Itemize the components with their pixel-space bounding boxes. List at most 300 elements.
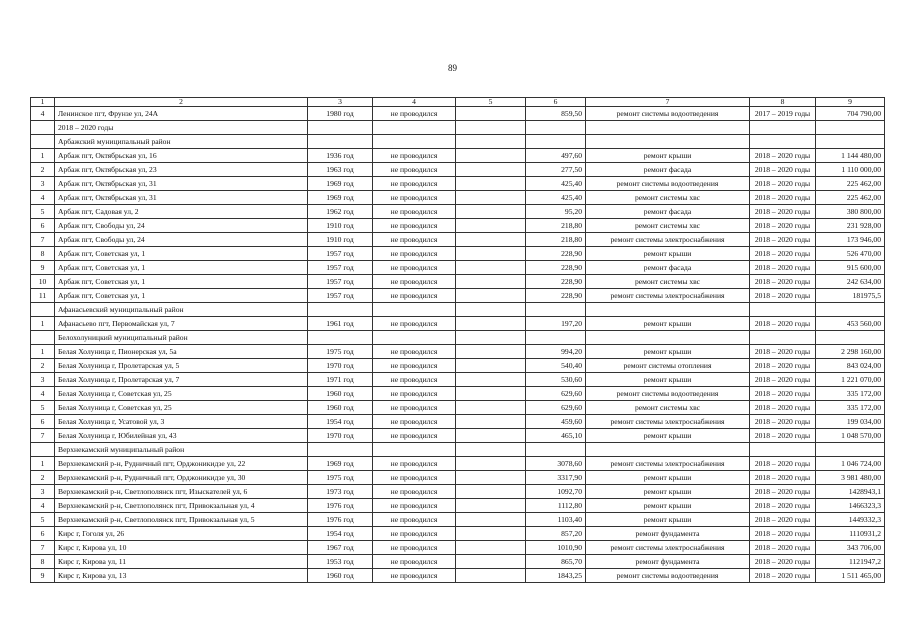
empty-cell: [373, 135, 456, 149]
empty-cell: [373, 121, 456, 135]
year-cell: 1970 год: [308, 359, 373, 373]
last-repair-cell: не проводился: [373, 219, 456, 233]
table-row: [31, 275, 885, 289]
address-cell: Арбаж пгт, Советская ул, 1: [55, 289, 308, 303]
last-repair-cell: не проводился: [373, 401, 456, 415]
row-number: 1: [31, 149, 55, 163]
area-cell: 277,50: [526, 163, 586, 177]
work-type-cell: ремонт системы электроснабжения: [586, 289, 750, 303]
empty-cell: [526, 121, 586, 135]
section-title: Афанасьевский муниципальный район: [55, 303, 308, 317]
empty-cell: [456, 555, 526, 569]
year-cell: 1969 год: [308, 457, 373, 471]
row-number: 6: [31, 415, 55, 429]
period-cell: 2018 – 2020 годы: [750, 205, 816, 219]
amount-cell: 1110931,2: [816, 527, 885, 541]
amount-cell: 1 048 570,00: [816, 429, 885, 443]
year-cell: 1975 год: [308, 471, 373, 485]
area-cell: 465,10: [526, 429, 586, 443]
section-row: [31, 443, 885, 457]
last-repair-cell: не проводился: [373, 191, 456, 205]
empty-cell: [456, 471, 526, 485]
work-type-cell: ремонт крыши: [586, 429, 750, 443]
section-title: Белохолуницкий муниципальный район: [55, 331, 308, 345]
last-repair-cell: не проводился: [373, 373, 456, 387]
header-cell: 2: [55, 98, 308, 107]
empty-cell: [456, 373, 526, 387]
empty-cell: [373, 443, 456, 457]
last-repair-cell: не проводился: [373, 289, 456, 303]
empty-cell: [373, 331, 456, 345]
empty-cell: [456, 359, 526, 373]
area-cell: 865,70: [526, 555, 586, 569]
table-row: [31, 415, 885, 429]
table-row: [31, 541, 885, 555]
area-cell: 3317,90: [526, 471, 586, 485]
empty-cell: [456, 275, 526, 289]
work-type-cell: ремонт системы хвс: [586, 219, 750, 233]
empty-cell: [31, 303, 55, 317]
area-cell: 95,20: [526, 205, 586, 219]
period-cell: 2018 – 2020 годы: [750, 429, 816, 443]
work-type-cell: ремонт фундамента: [586, 555, 750, 569]
empty-cell: [308, 303, 373, 317]
row-number: 10: [31, 275, 55, 289]
work-type-cell: ремонт крыши: [586, 373, 750, 387]
address-cell: Белая Холуница г, Пролетарская ул, 7: [55, 373, 308, 387]
last-repair-cell: не проводился: [373, 555, 456, 569]
row-number: 8: [31, 247, 55, 261]
area-cell: 540,40: [526, 359, 586, 373]
amount-cell: 526 470,00: [816, 247, 885, 261]
work-type-cell: ремонт системы водоотведения: [586, 177, 750, 191]
table-row: [31, 289, 885, 303]
empty-cell: [456, 205, 526, 219]
empty-cell: [456, 485, 526, 499]
empty-cell: [456, 261, 526, 275]
empty-cell: [456, 513, 526, 527]
table-row: [31, 457, 885, 471]
table-row: [31, 373, 885, 387]
amount-cell: 1 046 724,00: [816, 457, 885, 471]
table-row: [31, 527, 885, 541]
address-cell: Арбаж пгт, Октябрьская ул, 23: [55, 163, 308, 177]
amount-cell: 199 034,00: [816, 415, 885, 429]
year-cell: 1953 год: [308, 555, 373, 569]
year-cell: 1976 год: [308, 499, 373, 513]
address-cell: Арбаж пгт, Советская ул, 1: [55, 247, 308, 261]
last-repair-cell: не проводился: [373, 233, 456, 247]
work-type-cell: ремонт фасада: [586, 205, 750, 219]
period-cell: 2017 – 2019 годы: [750, 107, 816, 121]
year-cell: 1936 год: [308, 149, 373, 163]
year-cell: 1957 год: [308, 261, 373, 275]
year-cell: 1957 год: [308, 289, 373, 303]
area-cell: 197,20: [526, 317, 586, 331]
amount-cell: 1 221 070,00: [816, 373, 885, 387]
section-row: [31, 121, 885, 135]
work-type-cell: ремонт системы электроснабжения: [586, 541, 750, 555]
table-row: [31, 499, 885, 513]
row-number: 2: [31, 471, 55, 485]
last-repair-cell: не проводился: [373, 541, 456, 555]
section-title: Верхнекамский муниципальный район: [55, 443, 308, 457]
last-repair-cell: не проводился: [373, 149, 456, 163]
year-cell: 1969 год: [308, 177, 373, 191]
row-number: 11: [31, 289, 55, 303]
page-number: 89: [448, 63, 457, 73]
row-number: 3: [31, 177, 55, 191]
work-type-cell: ремонт фасада: [586, 163, 750, 177]
amount-cell: 181975,5: [816, 289, 885, 303]
address-cell: Верхнекамский р-н, Рудничный пгт, Орджоникидзе ул, 22: [55, 457, 308, 471]
year-cell: 1957 год: [308, 275, 373, 289]
empty-cell: [31, 121, 55, 135]
period-cell: 2018 – 2020 годы: [750, 457, 816, 471]
header-cell: 8: [750, 98, 816, 107]
last-repair-cell: не проводился: [373, 247, 456, 261]
row-number: 9: [31, 261, 55, 275]
last-repair-cell: не проводился: [373, 527, 456, 541]
year-cell: 1954 год: [308, 527, 373, 541]
empty-cell: [750, 135, 816, 149]
area-cell: 994,20: [526, 345, 586, 359]
empty-cell: [31, 135, 55, 149]
amount-cell: 173 946,00: [816, 233, 885, 247]
empty-cell: [456, 331, 526, 345]
table-header-row: [31, 98, 885, 107]
empty-cell: [816, 121, 885, 135]
table-row: [31, 345, 885, 359]
empty-cell: [586, 121, 750, 135]
last-repair-cell: не проводился: [373, 429, 456, 443]
address-cell: Арбаж пгт, Советская ул, 1: [55, 275, 308, 289]
last-repair-cell: не проводился: [373, 107, 456, 121]
amount-cell: 225 462,00: [816, 177, 885, 191]
year-cell: 1960 год: [308, 387, 373, 401]
row-number: 7: [31, 541, 55, 555]
amount-cell: 1 110 000,00: [816, 163, 885, 177]
empty-cell: [526, 443, 586, 457]
last-repair-cell: не проводился: [373, 205, 456, 219]
amount-cell: 453 560,00: [816, 317, 885, 331]
area-cell: 228,90: [526, 247, 586, 261]
work-type-cell: ремонт крыши: [586, 471, 750, 485]
empty-cell: [456, 443, 526, 457]
row-number: 4: [31, 499, 55, 513]
empty-cell: [456, 247, 526, 261]
table-row: [31, 219, 885, 233]
row-number: 9: [31, 569, 55, 583]
work-type-cell: ремонт фундамента: [586, 527, 750, 541]
section-row: [31, 331, 885, 345]
empty-cell: [750, 443, 816, 457]
period-cell: 2018 – 2020 годы: [750, 261, 816, 275]
empty-cell: [456, 345, 526, 359]
empty-cell: [31, 331, 55, 345]
amount-cell: 915 600,00: [816, 261, 885, 275]
amount-cell: 1466323,3: [816, 499, 885, 513]
area-cell: 859,50: [526, 107, 586, 121]
row-number: 2: [31, 163, 55, 177]
amount-cell: 704 790,00: [816, 107, 885, 121]
period-cell: 2018 – 2020 годы: [750, 513, 816, 527]
empty-cell: [456, 163, 526, 177]
year-cell: 1973 год: [308, 485, 373, 499]
amount-cell: 242 634,00: [816, 275, 885, 289]
amount-cell: 843 024,00: [816, 359, 885, 373]
amount-cell: 1 511 465,00: [816, 569, 885, 583]
empty-cell: [456, 317, 526, 331]
row-number: 2: [31, 359, 55, 373]
area-cell: 218,80: [526, 219, 586, 233]
row-number: 5: [31, 513, 55, 527]
area-cell: 497,60: [526, 149, 586, 163]
amount-cell: 231 928,00: [816, 219, 885, 233]
last-repair-cell: не проводился: [373, 163, 456, 177]
table-row: [31, 247, 885, 261]
period-cell: 2018 – 2020 годы: [750, 541, 816, 555]
empty-cell: [750, 331, 816, 345]
period-cell: 2018 – 2020 годы: [750, 247, 816, 261]
period-cell: 2018 – 2020 годы: [750, 177, 816, 191]
last-repair-cell: не проводился: [373, 457, 456, 471]
period-cell: 2018 – 2020 годы: [750, 289, 816, 303]
work-type-cell: ремонт крыши: [586, 513, 750, 527]
empty-cell: [456, 149, 526, 163]
empty-cell: [31, 443, 55, 457]
address-cell: Кирс г, Гоголя ул, 26: [55, 527, 308, 541]
area-cell: 425,40: [526, 177, 586, 191]
empty-cell: [456, 429, 526, 443]
row-number: 7: [31, 233, 55, 247]
amount-cell: 2 298 160,00: [816, 345, 885, 359]
address-cell: Белая Холуница г, Советская ул, 25: [55, 387, 308, 401]
table-row: [31, 205, 885, 219]
empty-cell: [816, 331, 885, 345]
work-type-cell: ремонт системы отопления: [586, 359, 750, 373]
year-cell: 1971 год: [308, 373, 373, 387]
address-cell: Кирс г, Кирова ул, 10: [55, 541, 308, 555]
empty-cell: [456, 569, 526, 583]
section-row: [31, 303, 885, 317]
year-cell: 1961 год: [308, 317, 373, 331]
period-cell: 2018 – 2020 годы: [750, 191, 816, 205]
address-cell: Белая Холуница г, Советская ул, 25: [55, 401, 308, 415]
address-cell: Белая Холуница г, Усатовой ул, 3: [55, 415, 308, 429]
area-cell: 1103,40: [526, 513, 586, 527]
address-cell: Афанасьево пгт, Первомайская ул, 7: [55, 317, 308, 331]
empty-cell: [750, 303, 816, 317]
table-row: [31, 149, 885, 163]
period-cell: 2018 – 2020 годы: [750, 359, 816, 373]
area-cell: 857,20: [526, 527, 586, 541]
empty-cell: [526, 303, 586, 317]
amount-cell: 380 800,00: [816, 205, 885, 219]
section-row: [31, 135, 885, 149]
area-cell: 228,90: [526, 275, 586, 289]
work-type-cell: ремонт системы хвс: [586, 191, 750, 205]
empty-cell: [456, 499, 526, 513]
empty-cell: [456, 527, 526, 541]
work-type-cell: ремонт крыши: [586, 247, 750, 261]
row-number: 1: [31, 457, 55, 471]
year-cell: 1967 год: [308, 541, 373, 555]
last-repair-cell: не проводился: [373, 471, 456, 485]
empty-cell: [586, 443, 750, 457]
period-cell: 2018 – 2020 годы: [750, 233, 816, 247]
year-cell: 1975 год: [308, 345, 373, 359]
row-number: 6: [31, 527, 55, 541]
address-cell: Арбаж пгт, Октябрьская ул, 31: [55, 177, 308, 191]
empty-cell: [308, 331, 373, 345]
amount-cell: 1428943,1: [816, 485, 885, 499]
amount-cell: 1449332,3: [816, 513, 885, 527]
table-row: [31, 485, 885, 499]
address-cell: Верхнекамский р-н, Светлополянск пгт, Привокзальная ул, 5: [55, 513, 308, 527]
last-repair-cell: не проводился: [373, 499, 456, 513]
last-repair-cell: не проводился: [373, 275, 456, 289]
last-repair-cell: не проводился: [373, 261, 456, 275]
address-cell: Белая Холуница г, Юбилейная ул, 43: [55, 429, 308, 443]
empty-cell: [456, 177, 526, 191]
row-number: 4: [31, 191, 55, 205]
period-cell: 2018 – 2020 годы: [750, 569, 816, 583]
empty-cell: [456, 289, 526, 303]
table-row: [31, 233, 885, 247]
table-row: [31, 387, 885, 401]
last-repair-cell: не проводился: [373, 177, 456, 191]
empty-cell: [456, 233, 526, 247]
address-cell: Белая Холуница г, Пролетарская ул, 5: [55, 359, 308, 373]
year-cell: 1969 год: [308, 191, 373, 205]
section-title: 2018 – 2020 годы: [55, 121, 308, 135]
table-row: [31, 107, 885, 121]
address-cell: Белая Холуница г, Пионерская ул, 5а: [55, 345, 308, 359]
header-cell: 7: [586, 98, 750, 107]
empty-cell: [586, 135, 750, 149]
work-type-cell: ремонт системы электроснабжения: [586, 233, 750, 247]
work-type-cell: ремонт крыши: [586, 149, 750, 163]
year-cell: 1980 год: [308, 107, 373, 121]
empty-cell: [456, 121, 526, 135]
area-cell: 228,90: [526, 289, 586, 303]
amount-cell: 1121947,2: [816, 555, 885, 569]
row-number: 5: [31, 205, 55, 219]
table-row: [31, 359, 885, 373]
area-cell: 1112,80: [526, 499, 586, 513]
address-cell: Кирс г, Кирова ул, 11: [55, 555, 308, 569]
last-repair-cell: не проводился: [373, 415, 456, 429]
area-cell: 1010,90: [526, 541, 586, 555]
empty-cell: [526, 135, 586, 149]
area-cell: 530,60: [526, 373, 586, 387]
period-cell: 2018 – 2020 годы: [750, 485, 816, 499]
row-number: 3: [31, 485, 55, 499]
empty-cell: [456, 107, 526, 121]
address-cell: Арбаж пгт, Октябрьская ул, 16: [55, 149, 308, 163]
empty-cell: [816, 303, 885, 317]
address-cell: Верхнекамский р-н, Светлополянск пгт, Привокзальная ул, 4: [55, 499, 308, 513]
last-repair-cell: не проводился: [373, 359, 456, 373]
area-cell: 3078,60: [526, 457, 586, 471]
address-cell: Арбаж пгт, Свободы ул, 24: [55, 219, 308, 233]
last-repair-cell: не проводился: [373, 387, 456, 401]
table-row: [31, 163, 885, 177]
repair-schedule-table: [30, 97, 885, 583]
work-type-cell: ремонт крыши: [586, 317, 750, 331]
table-row: [31, 317, 885, 331]
row-number: 3: [31, 373, 55, 387]
empty-cell: [456, 415, 526, 429]
period-cell: 2018 – 2020 годы: [750, 373, 816, 387]
empty-cell: [816, 135, 885, 149]
row-number: 8: [31, 555, 55, 569]
address-cell: Ленинское пгт, Фрунзе ул, 24А: [55, 107, 308, 121]
last-repair-cell: не проводился: [373, 569, 456, 583]
table-row: [31, 401, 885, 415]
year-cell: 1963 год: [308, 163, 373, 177]
work-type-cell: ремонт системы электроснабжения: [586, 415, 750, 429]
period-cell: 2018 – 2020 годы: [750, 555, 816, 569]
table-row: [31, 191, 885, 205]
header-cell: 6: [526, 98, 586, 107]
empty-cell: [456, 541, 526, 555]
period-cell: 2018 – 2020 годы: [750, 317, 816, 331]
area-cell: 629,60: [526, 401, 586, 415]
row-number: 4: [31, 107, 55, 121]
address-cell: Арбаж пгт, Октябрьская ул, 31: [55, 191, 308, 205]
empty-cell: [456, 303, 526, 317]
period-cell: 2018 – 2020 годы: [750, 499, 816, 513]
work-type-cell: ремонт крыши: [586, 485, 750, 499]
header-cell: 4: [373, 98, 456, 107]
year-cell: 1910 год: [308, 219, 373, 233]
work-type-cell: ремонт системы водоотведения: [586, 107, 750, 121]
address-cell: Арбаж пгт, Свободы ул, 24: [55, 233, 308, 247]
work-type-cell: ремонт фасада: [586, 261, 750, 275]
table-row: [31, 429, 885, 443]
empty-cell: [373, 303, 456, 317]
area-cell: 218,80: [526, 233, 586, 247]
empty-cell: [308, 443, 373, 457]
area-cell: 425,40: [526, 191, 586, 205]
empty-cell: [456, 219, 526, 233]
area-cell: 459,60: [526, 415, 586, 429]
year-cell: 1960 год: [308, 401, 373, 415]
row-number: 4: [31, 387, 55, 401]
year-cell: 1962 год: [308, 205, 373, 219]
amount-cell: 335 172,00: [816, 387, 885, 401]
header-cell: 1: [31, 98, 55, 107]
address-cell: Арбаж пгт, Садовая ул, 2: [55, 205, 308, 219]
last-repair-cell: не проводился: [373, 485, 456, 499]
header-cell: 9: [816, 98, 885, 107]
empty-cell: [750, 121, 816, 135]
work-type-cell: ремонт системы водоотведения: [586, 569, 750, 583]
last-repair-cell: не проводился: [373, 345, 456, 359]
period-cell: 2018 – 2020 годы: [750, 163, 816, 177]
work-type-cell: ремонт крыши: [586, 499, 750, 513]
empty-cell: [456, 135, 526, 149]
work-type-cell: ремонт системы хвс: [586, 275, 750, 289]
amount-cell: 3 981 480,00: [816, 471, 885, 485]
amount-cell: 343 706,00: [816, 541, 885, 555]
year-cell: 1960 год: [308, 569, 373, 583]
area-cell: 1843,25: [526, 569, 586, 583]
period-cell: 2018 – 2020 годы: [750, 471, 816, 485]
work-type-cell: ремонт системы водоотведения: [586, 387, 750, 401]
